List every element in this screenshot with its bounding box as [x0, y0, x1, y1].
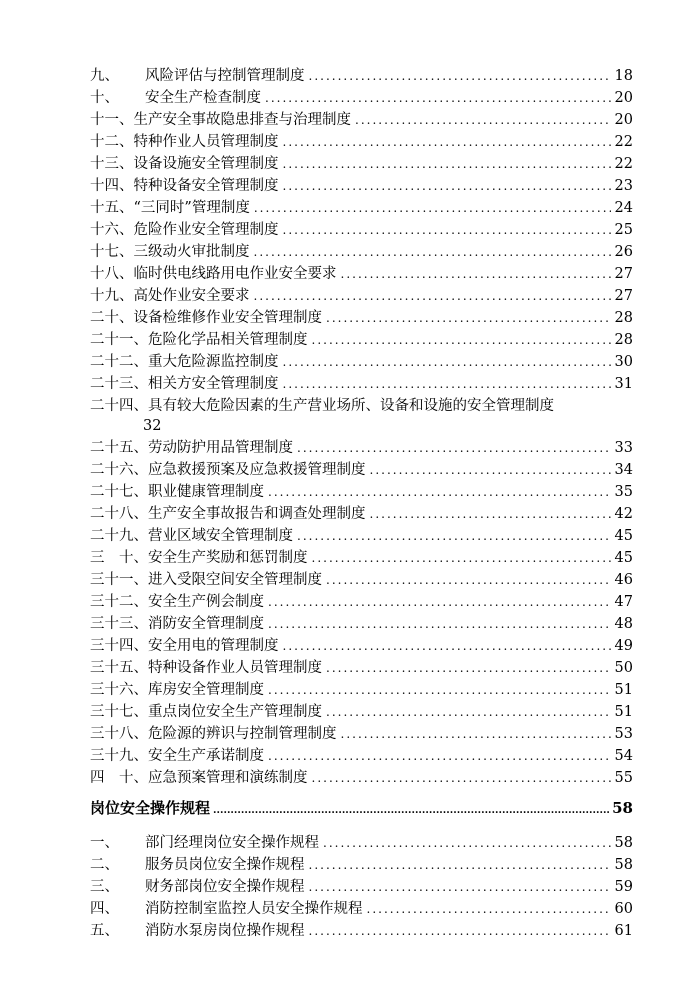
entry-number: 四 十、 — [90, 770, 148, 786]
entry-title: 营业区域安全管理制度 — [148, 528, 293, 544]
toc-entry[interactable] — [90, 570, 633, 590]
entry-title: “三同时”管理制度 — [133, 200, 250, 216]
toc-entry-wrapped[interactable] — [90, 396, 633, 416]
toc-entry[interactable] — [90, 198, 633, 218]
entry-title: 特种设备安全管理制度 — [133, 178, 279, 194]
entry-title: 服务员岗位安全操作规程 — [145, 857, 305, 873]
dot-leader — [312, 768, 611, 788]
entry-title: 库房安全管理制度 — [148, 682, 264, 698]
toc-entry[interactable] — [90, 833, 633, 853]
entry-title: 财务部岗位安全操作规程 — [145, 879, 305, 895]
entry-number: 二十七、 — [90, 484, 148, 500]
entry-page: 45 — [614, 528, 633, 544]
dot-leader — [326, 570, 611, 590]
entry-number: 三十三、 — [90, 616, 148, 632]
entry-page: 50 — [614, 660, 633, 676]
entry-page: 54 — [614, 748, 633, 764]
entry-number: 二十一、 — [90, 332, 148, 348]
dot-leader — [254, 242, 611, 262]
entry-page: 35 — [614, 484, 633, 500]
entry-title: 设备设施安全管理制度 — [133, 156, 279, 172]
entry-title: 应急救援预案及应急救援管理制度 — [148, 462, 366, 478]
dot-leader — [309, 66, 611, 86]
dot-leader — [309, 877, 611, 897]
entry-number: 三十七、 — [90, 704, 148, 720]
toc-entry[interactable] — [90, 899, 633, 919]
entry-page: 28 — [614, 310, 633, 326]
dot-leader — [341, 724, 611, 744]
entry-number: 二十八、 — [90, 506, 148, 522]
entry-number: 十一、 — [90, 112, 134, 128]
entry-number: 三十九、 — [90, 748, 148, 764]
dot-leader — [370, 460, 611, 480]
toc-entry[interactable] — [90, 88, 633, 108]
entry-number: 一、 — [90, 835, 119, 851]
entry-page: 25 — [614, 222, 633, 238]
dot-leader — [367, 899, 611, 919]
entry-page: 22 — [614, 134, 633, 150]
toc-entry[interactable] — [90, 460, 633, 480]
entry-title: 危险化学品相关管理制度 — [148, 332, 308, 348]
toc-entry[interactable] — [90, 482, 633, 502]
entry-title: 安全生产奖励和惩罚制度 — [148, 550, 308, 566]
toc-entry[interactable] — [90, 438, 633, 458]
entry-number: 三十二、 — [90, 594, 148, 610]
entry-title: 安全生产例会制度 — [148, 594, 264, 610]
dot-leader — [323, 833, 611, 853]
dot-leader — [254, 198, 611, 218]
entry-title: 消防控制室监控人员安全操作规程 — [145, 901, 363, 917]
toc-entry[interactable] — [90, 352, 633, 372]
entry-title: 职业健康管理制度 — [148, 484, 264, 500]
entry-page: 58 — [614, 835, 633, 851]
entry-title: 风险评估与控制管理制度 — [145, 68, 305, 84]
entry-page: 24 — [614, 200, 633, 216]
entry-title: 高处作业安全要求 — [133, 288, 250, 304]
entry-page: 28 — [614, 332, 633, 348]
toc-entry[interactable] — [90, 286, 633, 306]
entry-page: 51 — [614, 682, 633, 698]
entry-number: 三 十、 — [90, 550, 148, 566]
entry-page: 53 — [614, 726, 633, 742]
entry-number: 三十六、 — [90, 682, 148, 698]
toc-entry[interactable] — [90, 66, 633, 86]
entry-title: 特种设备作业人员管理制度 — [148, 660, 322, 676]
dot-leader — [341, 264, 611, 284]
dot-leader — [370, 504, 611, 524]
entry-title: 相关方安全管理制度 — [148, 376, 279, 392]
entry-page: 20 — [614, 112, 633, 128]
toc-entry[interactable] — [90, 702, 633, 722]
entry-page: 61 — [614, 923, 633, 939]
toc-entry[interactable] — [90, 680, 633, 700]
entry-title: 安全生产检查制度 — [145, 90, 261, 106]
toc-entry[interactable] — [90, 374, 633, 394]
entry-page: 60 — [614, 901, 633, 917]
dot-leader — [283, 154, 611, 174]
entry-number: 十、 — [90, 90, 119, 106]
toc-entry[interactable] — [90, 330, 633, 350]
dot-leader — [268, 614, 611, 634]
dot-leader — [283, 374, 611, 394]
entry-number: 二十四、 — [90, 398, 148, 414]
toc-entry[interactable] — [90, 504, 633, 524]
entry-number: 十二、 — [90, 134, 134, 150]
section-page: 58 — [612, 799, 633, 817]
dot-leader — [297, 438, 611, 458]
entry-number: 二十三、 — [90, 376, 148, 392]
dot-leader — [283, 132, 611, 152]
toc-entry[interactable] — [90, 154, 633, 174]
dot-leader — [312, 548, 611, 568]
toc-entry[interactable] — [90, 746, 633, 766]
dot-leader — [309, 921, 611, 941]
entry-number: 五、 — [90, 923, 119, 939]
toc-entry[interactable] — [90, 176, 633, 196]
dot-leader — [326, 658, 611, 678]
toc-entry[interactable] — [90, 548, 633, 568]
entry-number: 二十、 — [90, 310, 134, 326]
toc-entry[interactable] — [90, 110, 633, 130]
entry-number: 十五、 — [90, 200, 134, 216]
entry-title: 重大危险源监控制度 — [148, 354, 279, 370]
entry-page: 30 — [614, 354, 633, 370]
entry-title: 危险源的辨识与控制管理制度 — [148, 726, 337, 742]
entry-number: 三十八、 — [90, 726, 148, 742]
entry-title: 消防水泵房岗位操作规程 — [145, 923, 305, 939]
dot-leader — [268, 746, 611, 766]
dot-leader — [268, 482, 611, 502]
toc-entry[interactable] — [90, 768, 633, 788]
entry-page: 51 — [614, 704, 633, 720]
section-title: 岗位安全操作规程 — [90, 799, 211, 817]
toc-entry[interactable] — [90, 614, 633, 634]
toc-entry[interactable] — [90, 264, 633, 284]
entry-page: 49 — [614, 638, 633, 654]
entry-page: 22 — [614, 156, 633, 172]
entry-title: 应急预案管理和演练制度 — [148, 770, 308, 786]
dot-leader — [265, 88, 611, 108]
entry-number: 九、 — [90, 68, 119, 84]
toc-entry[interactable] — [90, 592, 633, 612]
toc-entry[interactable] — [90, 855, 633, 875]
entry-number: 十八、 — [90, 266, 134, 282]
toc-entry[interactable] — [90, 220, 633, 240]
dot-leader — [283, 352, 611, 372]
entry-page: 47 — [614, 594, 633, 610]
entry-number: 十四、 — [90, 178, 134, 194]
entry-page: 42 — [614, 506, 633, 522]
entry-title: 安全生产承诺制度 — [148, 748, 264, 764]
dot-leader — [326, 308, 611, 328]
entry-number: 十三、 — [90, 156, 134, 172]
entry-page: 48 — [614, 616, 633, 632]
entry-page: 23 — [614, 178, 633, 194]
dot-leader — [283, 176, 611, 196]
entry-number: 三十一、 — [90, 572, 148, 588]
entry-title: 设备检维修作业安全管理制度 — [133, 310, 322, 326]
toc-entry[interactable] — [90, 921, 633, 941]
entry-page: 58 — [614, 857, 633, 873]
entry-number: 三、 — [90, 879, 119, 895]
toc-entry[interactable] — [90, 877, 633, 897]
dot-leader — [326, 702, 611, 722]
entry-page: 34 — [614, 462, 633, 478]
dot-leader — [297, 526, 611, 546]
dot-leader — [309, 855, 611, 875]
entry-title: 劳动防护用品管理制度 — [148, 440, 293, 456]
toc-entry[interactable] — [90, 242, 633, 262]
entry-number: 十六、 — [90, 222, 134, 238]
entry-title: 重点岗位安全生产管理制度 — [148, 704, 322, 720]
entry-number: 十七、 — [90, 244, 134, 260]
dot-leader — [268, 680, 611, 700]
entry-title: 消防安全管理制度 — [148, 616, 264, 632]
entry-title: 临时供电线路用电作业安全要求 — [133, 266, 337, 282]
dot-leader — [312, 330, 611, 350]
toc-entry[interactable] — [90, 636, 633, 656]
dot-leader — [283, 220, 611, 240]
entry-number: 四、 — [90, 901, 119, 917]
entry-page: 32 — [143, 418, 162, 434]
entry-number: 二十五、 — [90, 440, 148, 456]
entry-page: 33 — [614, 440, 633, 456]
entry-page: 27 — [614, 266, 633, 282]
toc-entry[interactable] — [90, 308, 633, 328]
entry-page: 46 — [614, 572, 633, 588]
toc-entry[interactable] — [90, 724, 633, 744]
entry-number: 二十六、 — [90, 462, 148, 478]
entry-page: 55 — [614, 770, 633, 786]
entry-title: 安全用电的管理制度 — [148, 638, 279, 654]
entry-number: 二十二、 — [90, 354, 148, 370]
entry-number: 二、 — [90, 857, 119, 873]
entry-title: 三级动火审批制度 — [133, 244, 250, 260]
entry-number: 十九、 — [90, 288, 134, 304]
entry-title: 生产安全事故隐患排查与治理制度 — [133, 112, 351, 128]
entry-page: 20 — [614, 90, 633, 106]
entry-page: 18 — [614, 68, 633, 84]
toc-entry[interactable] — [90, 526, 633, 546]
entry-page: 59 — [614, 879, 633, 895]
entry-title: 生产安全事故报告和调查处理制度 — [148, 506, 366, 522]
entry-number: 二十九、 — [90, 528, 148, 544]
entry-page: 27 — [614, 288, 633, 304]
toc-section-heading[interactable] — [90, 797, 633, 819]
entry-page: 31 — [614, 376, 633, 392]
dot-leader — [283, 636, 611, 656]
entry-title: 特种作业人员管理制度 — [133, 134, 279, 150]
entry-number: 三十五、 — [90, 660, 148, 676]
toc-entry[interactable] — [90, 132, 633, 152]
entry-title: 具有较大危险因素的生产营业场所、设备和设施的安全管理制度 — [148, 398, 554, 414]
entry-title: 进入受限空间安全管理制度 — [148, 572, 322, 588]
entry-page: 26 — [614, 244, 633, 260]
dot-leader — [254, 286, 611, 306]
entry-title: 部门经理岗位安全操作规程 — [145, 835, 319, 851]
dot-leader — [213, 800, 609, 822]
entry-page: 45 — [614, 550, 633, 566]
entry-title: 危险作业安全管理制度 — [133, 222, 279, 238]
toc-entry[interactable] — [90, 658, 633, 678]
entry-number: 三十四、 — [90, 638, 148, 654]
dot-leader — [268, 592, 611, 612]
dot-leader — [355, 110, 611, 130]
